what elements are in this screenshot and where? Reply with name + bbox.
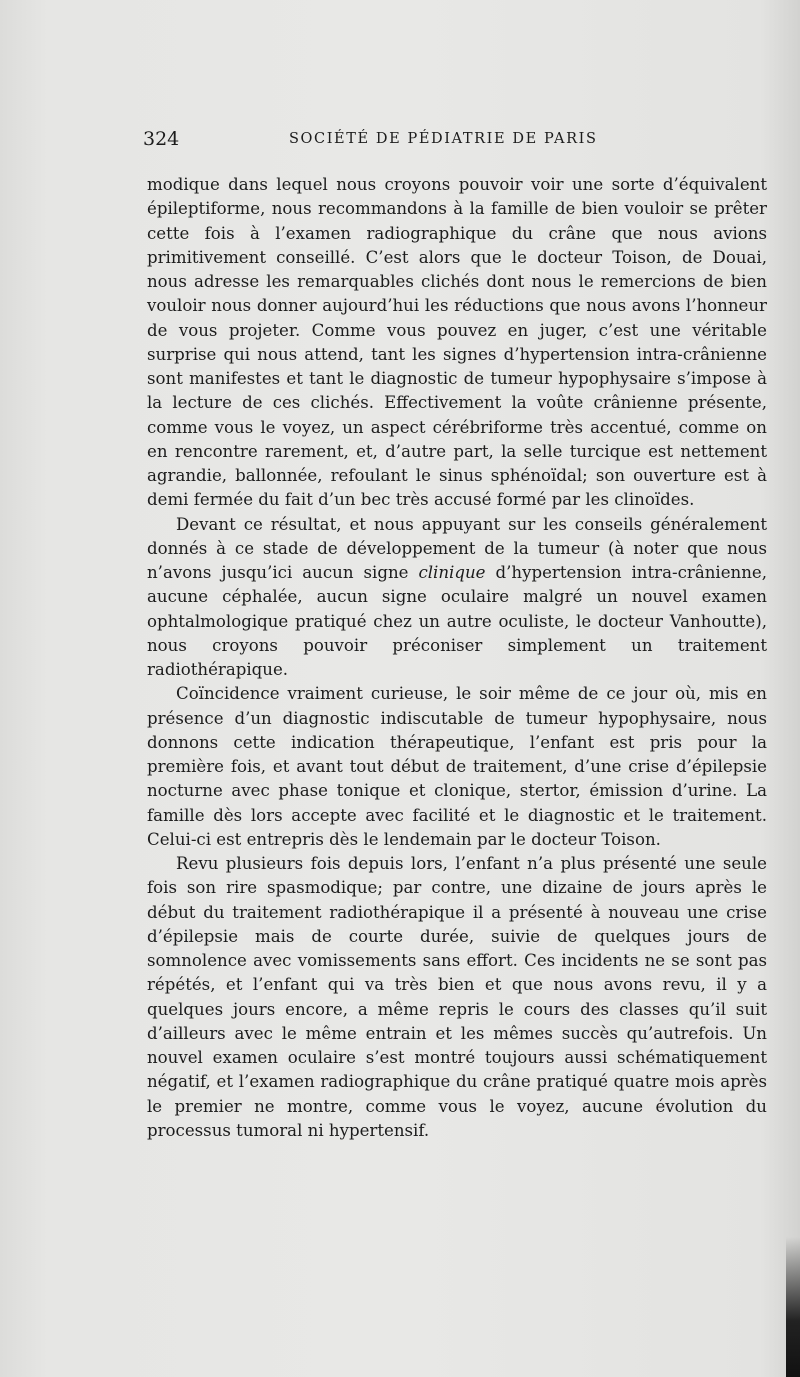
paragraph-3 [147, 682, 767, 852]
italic-term-clinique: clinique [418, 563, 486, 582]
paragraph-2 [147, 513, 767, 683]
running-header [143, 128, 768, 154]
paragraph-4 [147, 852, 767, 1143]
paragraph-text: Devant ce résultat, et nous appuyant sur les conseils généralement donnés à ce stade de développement de la tumeur (à noter que nous n’avons jusqu’ici aucun signe [147, 514, 767, 582]
journal-title: SOCIÉTÉ DE PÉDIATRIE DE PARIS [289, 131, 598, 147]
paragraph-text: Coïncidence vraiment curieuse, le soir même de ce jour où, mis en présence d’un diagnostic indiscutable de tumeur hypophysaire, nous donnons cette indication thérapeutique, l’enfant est pris pour la première fois, et avant tout début de traitement, d’une crise d’épilepsie nocturne avec phase tonique et clonique, stertor, émission d’urine. La famille dès lors accepte avec facilité et le diagnostic et le traitement. Celui-ci est entrepris dès le lendemain par le docteur Toison. [147, 684, 767, 849]
paragraph-text: Revu plusieurs fois depuis lors, l’enfant n’a plus présenté une seule fois son rire spasmodique; par contre, une dizaine de jours après le début du traitement radiothérapique il a présenté à nouveau une crise d’épilepsie mais de courte durée, suivie de quelques jours de somnolence avec vomissements sans effort. Ces incidents ne se sont pas répétés, et l’enfant qui va très bien et que nous avons revu, il y a quelques jours encore, a même repris le cours des classes qu’il suit d’ailleurs avec le même entrain et les mêmes succès qu’autrefois. Un nouvel examen oculaire s’est montré toujours aussi schématiquement négatif, et l’examen radiographique du crâne pratiqué quatre mois après le premier ne montre, comme vous le voyez, aucune évolution du processus tumoral ni hypertensif. [147, 854, 767, 1140]
page-number: 324 [143, 128, 180, 150]
paragraph-1 [147, 173, 767, 513]
paragraph-text: modique dans lequel nous croyons pouvoir voir une sorte d’équivalent épileptiforme, nous recommandons à la famille de bien vouloir se prêter cette fois à l’examen radiographique du crâne que nous avions primitivement conseillé. C’est alors que le docteur Toison, de Douai, nous adresse les remarquables clichés dont nous le remercions de bien vouloir nous donner aujourd’hui les réductions que nous avons l’honneur de vous projeter. Comme vous pouvez en juger, c’est une véritable surprise qui nous attend, tant les signes d’hypertension intra-crânienne sont manifestes et tant le diagnostic de tumeur hypophysaire s’impose à la lecture de ces clichés. Effectivement la voûte crânienne présente, comme vous le voyez, un aspect cérébriforme très accentué, comme on en rencontre rarement, et, d’autre part, la selle turcique est nettement agrandie, ballonnée, refoulant le sinus sphénoïdal; son ouverture est à demi fermée du fait d’un bec très accusé formé par les clinoïdes. [147, 175, 767, 510]
article-body [147, 173, 767, 1143]
paragraph-text: d’hypertension intra-crânienne, aucune céphalée, aucun signe oculaire malgré un nouvel examen ophtalmologique pratiqué chez un autre oculiste, le docteur Vanhoutte), nous croyons pouvoir préconiser simplement un traitement radiothérapique. [147, 563, 767, 679]
scan-edge-shadow [786, 1237, 800, 1377]
